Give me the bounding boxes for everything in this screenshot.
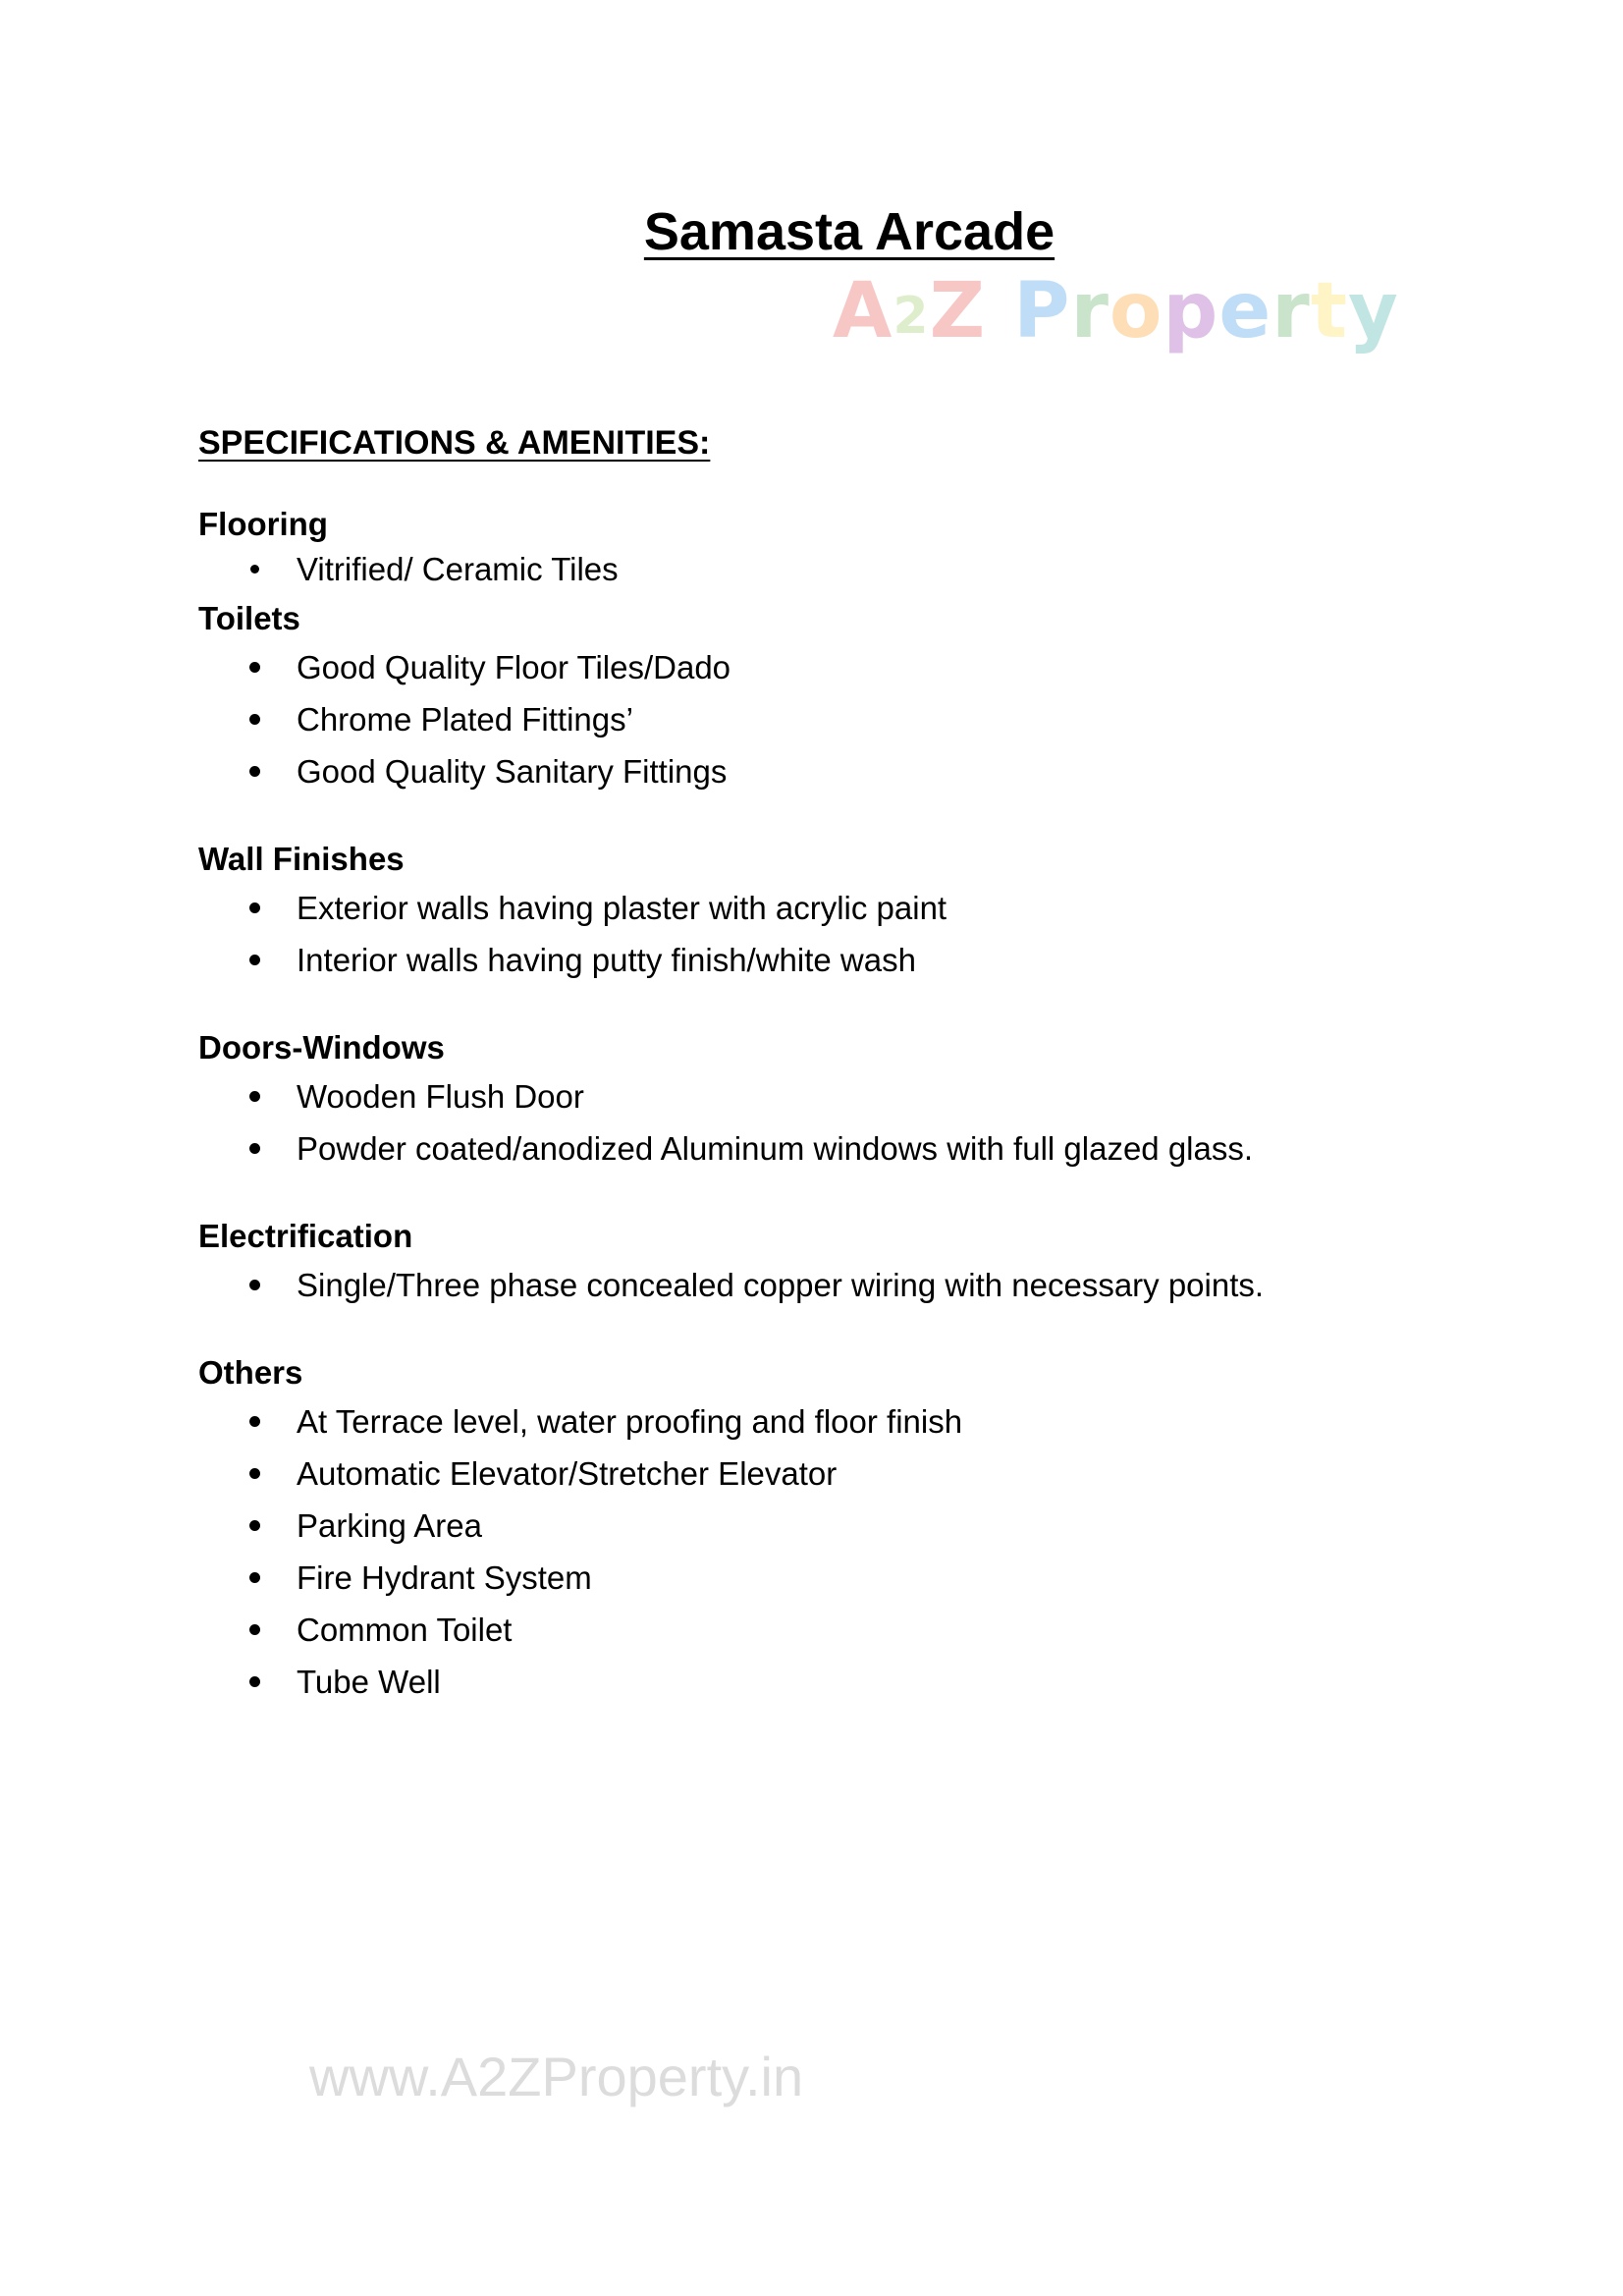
list-item-text: Single/Three phase concealed copper wiring with necessary points. — [297, 1267, 1265, 1303]
list-item — [198, 1656, 1475, 1708]
list-item — [198, 1604, 1475, 1656]
bullet-icon — [249, 1676, 260, 1687]
bullet-icon — [249, 1520, 260, 1531]
list-item — [198, 547, 1475, 592]
bullet-icon — [249, 766, 260, 777]
list-item-text: Interior walls having putty finish/white wash — [297, 942, 916, 978]
bullet-icon — [249, 1624, 260, 1635]
list-item-text: Wooden Flush Door — [297, 1078, 584, 1115]
list-item-text: Good Quality Sanitary Fittings — [297, 753, 728, 790]
list-item — [198, 1448, 1475, 1500]
list-item — [198, 745, 1475, 797]
website-url-watermark: www.A2ZProperty.in — [309, 2046, 804, 2107]
list-item — [198, 641, 1475, 693]
group-others — [198, 1350, 1475, 1708]
group-title: Flooring — [198, 506, 328, 542]
list-item-text: At Terrace level, water proofing and floor finish — [297, 1403, 963, 1440]
group-title: Electrification — [198, 1218, 413, 1254]
group-title: Others — [198, 1354, 303, 1391]
list-item-text: Powder coated/anodized Aluminum windows with full glazed glass. — [297, 1130, 1254, 1167]
list-item — [198, 1500, 1475, 1552]
list-item — [198, 1395, 1475, 1448]
bullet-icon — [249, 1416, 260, 1427]
bullet-icon — [249, 1572, 260, 1583]
bullet-icon — [249, 955, 260, 965]
list-item — [198, 882, 1475, 934]
group-flooring — [198, 502, 1475, 592]
a2z-property-logo-watermark: A2Z Property — [833, 267, 1399, 355]
document-title: Samasta Arcade — [643, 202, 1055, 261]
list-item-text: Good Quality Floor Tiles/Dado — [297, 649, 731, 685]
group-wall-finishes — [198, 837, 1475, 986]
group-title: Doors-Windows — [198, 1029, 445, 1066]
item-list — [198, 882, 1475, 986]
bullet-icon — [249, 1280, 260, 1290]
item-list — [198, 1259, 1475, 1311]
list-item — [198, 1070, 1475, 1122]
bullet-icon — [249, 1091, 260, 1102]
list-item-text: Fire Hydrant System — [297, 1559, 592, 1596]
specifications-heading: SPECIFICATIONS & AMENITIES: — [198, 424, 711, 462]
list-item — [198, 1552, 1475, 1604]
bullet-icon — [249, 662, 260, 673]
specifications-content — [198, 424, 1475, 1708]
list-item-text: Automatic Elevator/Stretcher Elevator — [297, 1455, 838, 1492]
bullet-icon — [249, 1143, 260, 1154]
list-item-text: Vitrified/ Ceramic Tiles — [297, 551, 619, 587]
list-item — [198, 693, 1475, 745]
list-item — [198, 1122, 1475, 1175]
bullet-icon — [250, 565, 259, 574]
item-list — [198, 1070, 1475, 1175]
group-electrification — [198, 1214, 1475, 1311]
group-title: Toilets — [198, 600, 300, 636]
list-item-text: Exterior walls having plaster with acrylic paint — [297, 890, 947, 926]
group-title: Wall Finishes — [198, 841, 405, 877]
group-toilets — [198, 596, 1475, 797]
list-item-text: Chrome Plated Fittings’ — [297, 701, 633, 738]
item-list — [198, 1395, 1475, 1708]
bullet-icon — [249, 1468, 260, 1479]
list-item — [198, 934, 1475, 986]
list-item-text: Parking Area — [297, 1507, 482, 1544]
list-item-text: Tube Well — [297, 1664, 441, 1700]
bullet-icon — [249, 902, 260, 913]
list-item-text: Common Toilet — [297, 1612, 513, 1648]
item-list — [198, 547, 1475, 592]
group-doors-windows — [198, 1025, 1475, 1175]
list-item — [198, 1259, 1475, 1311]
item-list — [198, 641, 1475, 797]
bullet-icon — [249, 714, 260, 725]
